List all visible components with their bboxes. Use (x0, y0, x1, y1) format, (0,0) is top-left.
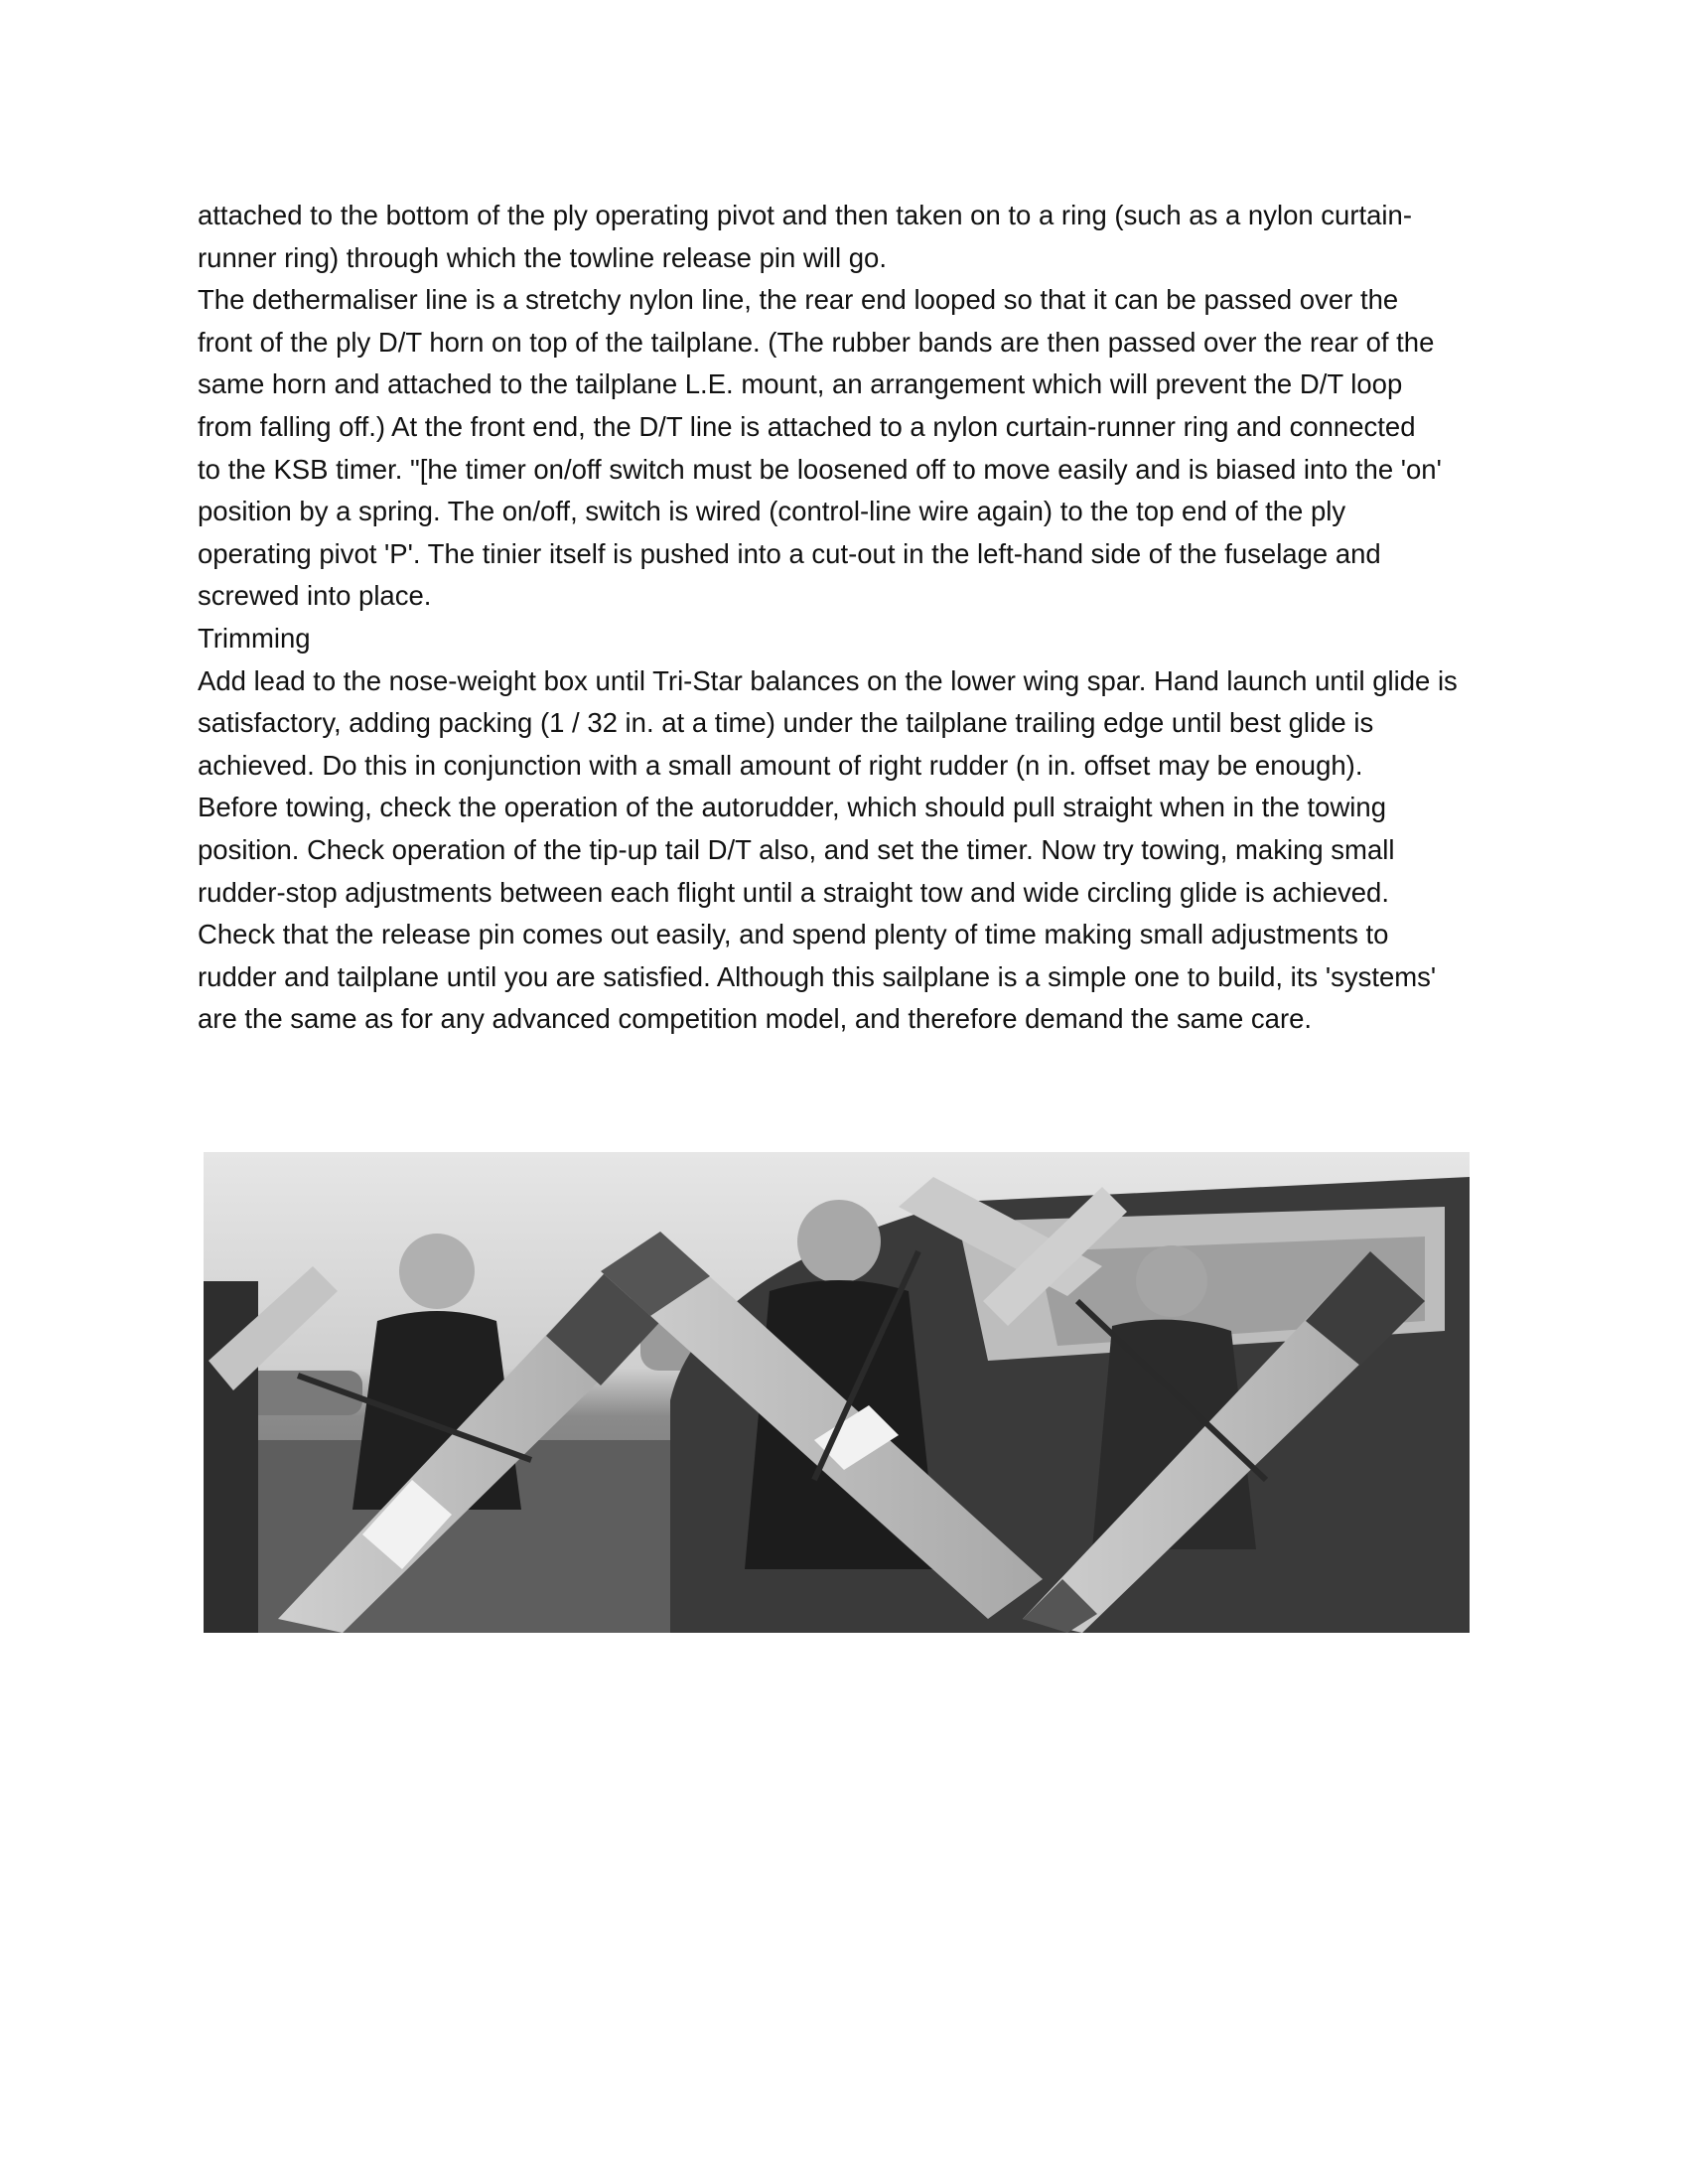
boy-3-head (1136, 1245, 1207, 1317)
text-line: position by a spring. The on/off, switch is wired (control-line wire again) to the top end of the ply (198, 496, 1346, 527)
text-line: achieved. Do this in conjunction with a small amount of right rudder (n in. offset may be enough). (198, 749, 1363, 781)
body-text (198, 195, 1498, 1041)
photo-boys-with-sailplanes (204, 1152, 1470, 1633)
text-line: Before towing, check the operation of the autorudder, which should pull straight when in the towing (198, 792, 1387, 823)
text-line: satisfactory, adding packing (1 / 32 in. at a time) under the tailplane trailing edge until best glide is (198, 707, 1374, 739)
text-line: are the same as for any advanced competition model, and therefore demand the same care. (198, 1003, 1313, 1035)
text-line: The dethermaliser line is a stretchy nylon line, the rear end looped so that it can be passed over the (198, 284, 1399, 316)
text-line: Check that the release pin comes out easily, and spend plenty of time making small adjustments to (198, 919, 1389, 950)
section-heading-trimming: Trimming (198, 622, 311, 654)
text-line: attached to the bottom of the ply operating pivot and then taken on to a ring (such as a nylon curtain- (198, 200, 1412, 230)
text-line: operating pivot 'P'. The tinier itself is pushed into a cut-out in the left-hand side of the fuselage and (198, 537, 1381, 569)
text-line: rudder-stop adjustments between each flight until a straight tow and wide circling glide is achieved. (198, 876, 1389, 908)
text-line: from falling off.) At the front end, the D/T line is attached to a nylon curtain-runner ring and connected (198, 410, 1416, 442)
photo-illustration (204, 1152, 1470, 1633)
boy-2-head (797, 1200, 881, 1283)
text-line: Add lead to the nose-weight box until Tri-Star balances on the lower wing spar. Hand launch until glide is (198, 664, 1458, 696)
text-line: position. Check operation of the tip-up tail D/T also, and set the timer. Now try towing, making small (198, 833, 1395, 865)
text-line: same horn and attached to the tailplane L.E. mount, an arrangement which will prevent the D/T loop (198, 368, 1403, 400)
text-line: runner ring) through which the towline release pin will go. (198, 241, 887, 273)
boy-1-head (399, 1234, 475, 1309)
text-line: screwed into place. (198, 580, 432, 612)
text-line: rudder and tailplane until you are satisfied. Although this sailplane is a simple one to build, its 'systems' (198, 960, 1437, 992)
text-line: front of the ply D/T horn on top of the tailplane. (The rubber bands are then passed over the rear of the (198, 326, 1435, 358)
text-line: to the KSB timer. "[he timer on/off switch must be loosened off to move easily and is biased into the 'on' (198, 453, 1442, 485)
